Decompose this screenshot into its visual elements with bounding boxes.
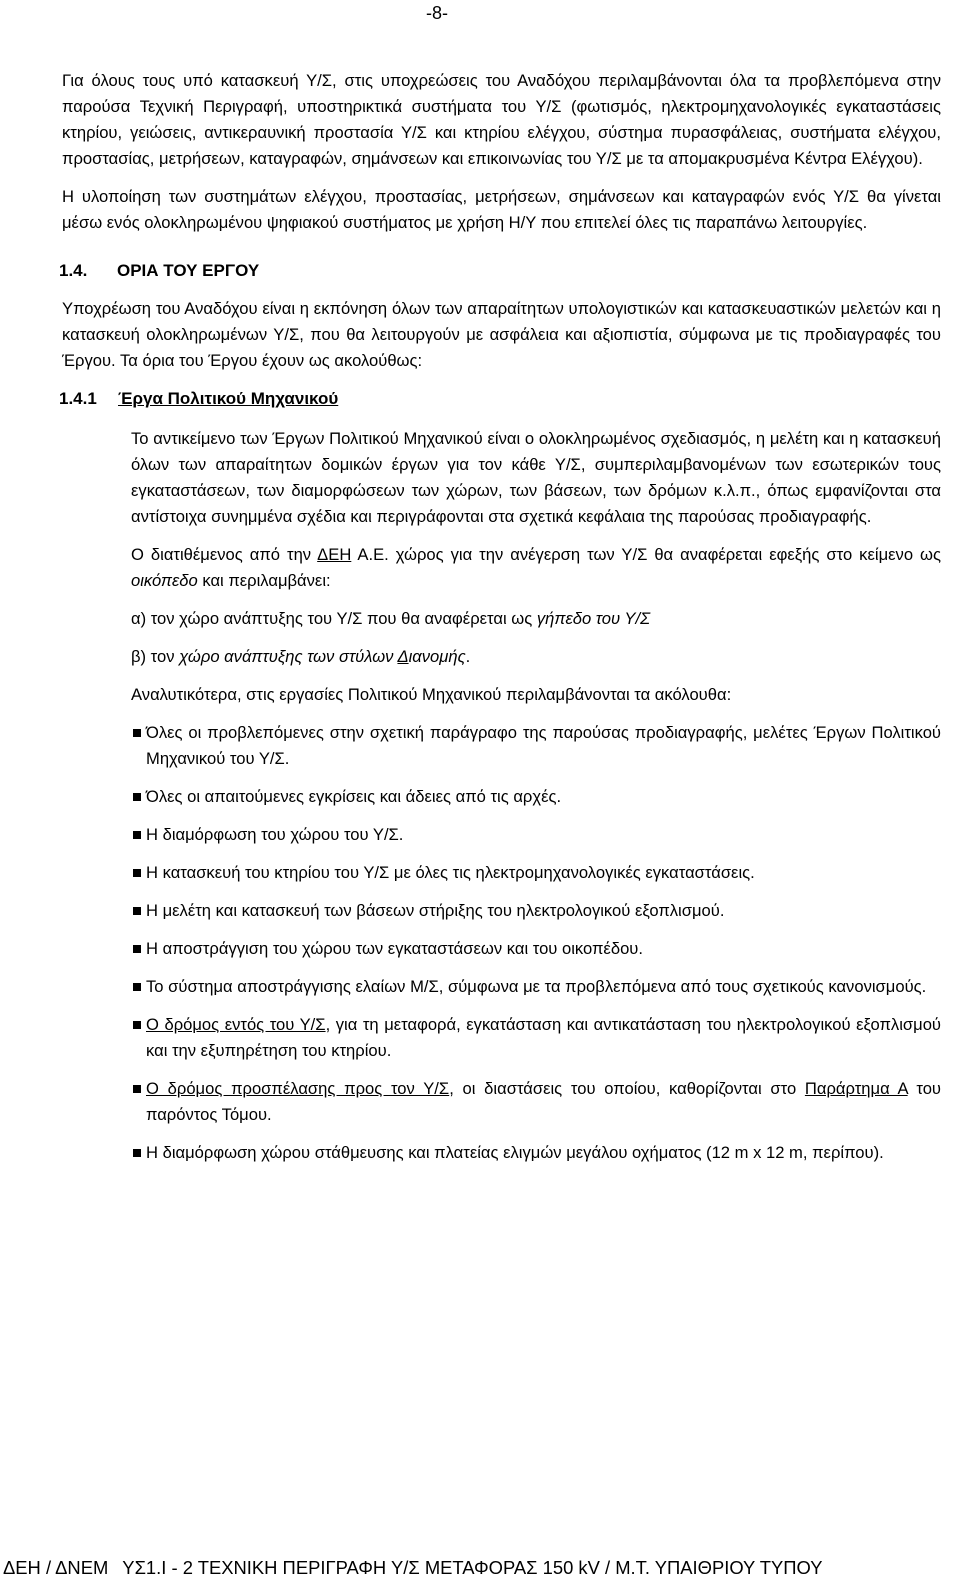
square-bullet-icon — [133, 983, 141, 991]
square-bullet-icon — [133, 793, 141, 801]
subsection-paragraph-2 — [131, 542, 941, 594]
square-bullet-icon — [133, 869, 141, 877]
item-a-term: γήπεδο του Υ/Σ — [536, 609, 651, 628]
list-item-text: Η διαμόρφωση χώρου στάθμευσης και πλατείας ελιγμών μεγάλου οχήματος (12 m x 12 m, περίπου). — [146, 1143, 884, 1162]
appendix-reference: Παράρτημα Α — [804, 1079, 908, 1098]
list-item-text: , οι διαστάσεις του οποίου, καθορίζονται στο — [449, 1079, 805, 1098]
works-bullet-list — [131, 720, 941, 1166]
item-a — [131, 606, 941, 632]
square-bullet-icon — [133, 907, 141, 915]
item-b — [131, 644, 941, 670]
item-b-text-end: . — [465, 647, 471, 666]
subsection-paragraph-1: Το αντικείμενο των Έργων Πολιτικού Μηχανικού είναι ο ολοκληρωμένος σχεδιασμός, η μελέτη και η κατασκευή όλων των απαραίτητων δομικών έργων για τον κάθε Υ/Σ, συμπεριλαμβανομένων των εσωτερικών τους εγκαταστάσεων, των διαμορφώσεων των χώρων, των βάσεων, των δρόμων κ.λ.π., όπως εμφανίζονται στα αντίστοιχα συνημμένα σχέδια και περιγράφονται στα σχετικά κεφάλαια της παρούσας προδιαγραφής. — [131, 429, 941, 526]
list-item — [131, 1140, 941, 1166]
square-bullet-icon — [133, 1085, 141, 1093]
footer-organization: ΔΕΗ / ΔΝΕΜ — [3, 1557, 109, 1578]
list-item-text: Η διαμόρφωση του χώρου του Υ/Σ. — [146, 825, 404, 844]
list-item — [131, 1076, 941, 1128]
item-b-term: χώρο ανάπτυξης των στύλων — [179, 647, 398, 666]
intro-paragraph-2: Η υλοποίηση των συστημάτων ελέγχου, προστασίας, μετρήσεων, σημάνσεων και καταγραφών ενός Υ/Σ θα γίνεται μέσω ενός ολοκληρωμένου ψηφιακού συστήματος με χρήση Η/Υ που επιτελεί όλες τις παραπάνω λειτουργίες. — [62, 187, 941, 232]
list-item — [131, 822, 941, 848]
section-paragraph: Υποχρέωση του Αναδόχου είναι η εκπόνηση όλων των απαραίτητων υπολογιστικών και κατασκευαστικών μελετών και η κατασκευή ολοκληρωμένων Υ/Σ, που θα λειτουργούν με ασφάλεια και αξιοπιστία, σύμφωνα με τις προδιαγραφές του Έργου. Τα όρια του Έργου έχουν ως ακολούθως: — [62, 299, 941, 370]
para2-deh: ΔΕΗ — [317, 545, 352, 564]
list-item — [131, 936, 941, 962]
list-item-text: Το σύστημα αποστράγγισης ελαίων Μ/Σ, σύμφωνα με τα προβλεπόμενα από τους σχετικούς κανονισμούς. — [146, 977, 927, 996]
footer-document-title: ΥΣ1.Ι - 2 ΤΕΧΝΙΚΗ ΠΕΡΙΓΡΑΦΗ Υ/Σ ΜΕΤΑΦΟΡΑΣ 150 kV / Μ.Τ. ΥΠΑΙΘΡΙΟΥ ΤΥΠΟΥ — [122, 1557, 823, 1578]
list-item-text: Η μελέτη και κατασκευή των βάσεων στήριξης του ηλεκτρολογικού εξοπλισμού. — [146, 901, 725, 920]
list-item-text: Όλες οι απαιτούμενες εγκρίσεις και άδειες από τις αρχές. — [146, 787, 562, 806]
subsection-heading — [59, 386, 941, 412]
square-bullet-icon — [133, 1149, 141, 1157]
list-item — [131, 784, 941, 810]
square-bullet-icon — [133, 945, 141, 953]
item-b-term-end: ιανομής — [408, 647, 466, 666]
para2-text-mid: Α.Ε. χώρος για την ανέγερση των Υ/Σ θα αναφέρεται εφεξής στο κείμενο ως — [351, 545, 941, 564]
square-bullet-icon — [133, 1021, 141, 1029]
list-item — [131, 974, 941, 1000]
document-body — [59, 68, 941, 1178]
section-title: ΟΡΙΑ ΤΟΥ ΕΡΓΟΥ — [117, 261, 260, 280]
page-footer — [3, 1557, 823, 1579]
section-heading — [59, 258, 941, 284]
list-item-text-end: του παρόντος Τόμου. — [146, 1079, 941, 1124]
list-item-text: Η κατασκευή του κτηρίου του Υ/Σ με όλες τις ηλεκτρομηχανολογικές εγκαταστάσεις. — [146, 863, 755, 882]
intro-paragraph-1: Για όλους τους υπό κατασκευή Υ/Σ, στις υποχρεώσεις του Αναδόχου περιλαμβάνονται όλα τα προβλεπόμενα στην παρούσα Τεχνική Περιγραφή, υποστηρικτικά συστήματα του Υ/Σ (φωτισμός, ηλεκτρομηχανολογικές εγκαταστάσεις κτηρίου, γειώσεις, αντικεραυνική προστασία Υ/Σ και κτηρίου ελέγχου, σύστημα πυρασφάλειας, συστήματα ελέγχου, προστασίας, μετρήσεων, καταγραφών, σημάνσεων και επικοινωνίας του Υ/Σ με τα απομακρυσμένα Κέντρα Ελέγχου). — [62, 71, 941, 168]
page-number: -8- — [426, 3, 448, 23]
para2-term: οικόπεδο — [131, 571, 198, 590]
road-inside-term: Ο δρόμος εντός του Υ/Σ — [146, 1015, 326, 1034]
list-item-text: Η αποστράγγιση του χώρου των εγκαταστάσεων και του οικοπέδου. — [146, 939, 643, 958]
item-b-term-underlined: Δ — [397, 647, 409, 666]
subsection-paragraph-3: Αναλυτικότερα, στις εργασίες Πολιτικού Μηχανικού περιλαμβάνονται τα ακόλουθα: — [131, 685, 732, 704]
road-access-term: Ο δρόμος προσπέλασης προς τον Υ/Σ — [146, 1079, 450, 1098]
list-item — [131, 1012, 941, 1064]
item-a-text: α) τον χώρο ανάπτυξης του Υ/Σ που θα αναφέρεται ως — [131, 609, 537, 628]
list-item-text: Όλες οι προβλεπόμενες στην σχετική παράγραφο της παρούσας προδιαγραφής, μελέτες Έργων Πολιτικού Μηχανικού του Υ/Σ. — [146, 723, 941, 768]
list-item — [131, 720, 941, 772]
list-item-text: , για τη μεταφορά, εγκατάσταση και αντικατάσταση του ηλεκτρολογικού εξοπλισμού και την εξυπηρέτηση του κτηρίου. — [146, 1015, 941, 1060]
list-item — [131, 860, 941, 886]
subsection-body — [131, 426, 941, 708]
para2-text-start: Ο διατιθέμενος από την — [131, 545, 318, 564]
item-b-text: β) τον — [131, 647, 180, 666]
section-number: 1.4. — [59, 261, 88, 280]
list-item — [131, 898, 941, 924]
para2-text-end: και περιλαμβάνει: — [197, 571, 331, 590]
square-bullet-icon — [133, 729, 141, 737]
square-bullet-icon — [133, 831, 141, 839]
subsection-number: 1.4.1 — [59, 389, 97, 408]
subsection-title: Έργα Πολιτικού Μηχανικού — [118, 389, 339, 408]
